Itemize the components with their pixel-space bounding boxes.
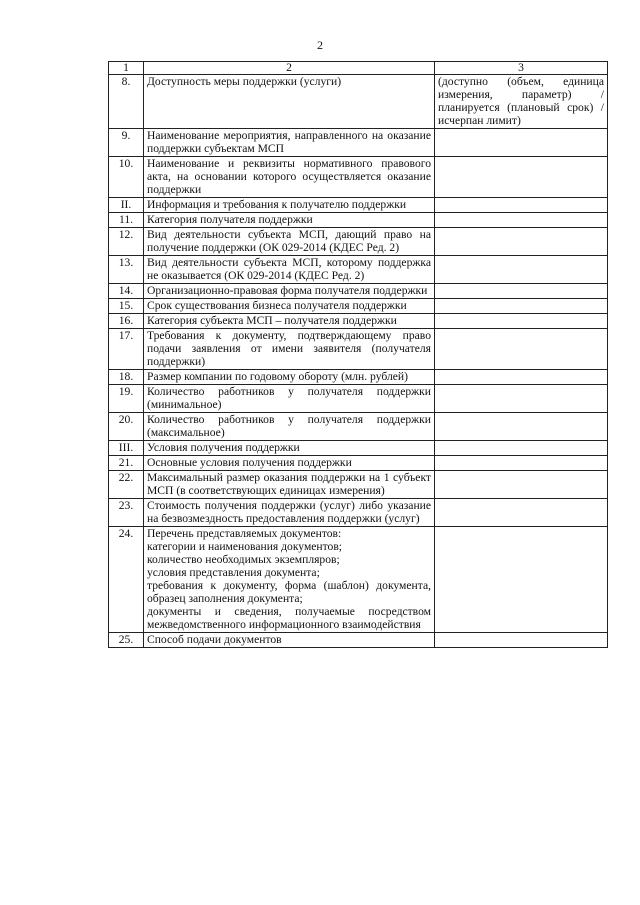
row-number: 21.	[109, 456, 144, 471]
row-label: Количество работников у получателя поддержки (максимальное)	[144, 413, 435, 441]
row-number: 25.	[109, 633, 144, 648]
row-number: 15.	[109, 299, 144, 314]
table-row	[109, 228, 608, 256]
row-number: 12.	[109, 228, 144, 256]
row-value	[435, 370, 608, 385]
row-label: Максимальный размер оказания поддержки на 1 субъект МСП (в соответствующих единицах измерения)	[144, 471, 435, 499]
row-number: 22.	[109, 471, 144, 499]
row-number: 13.	[109, 256, 144, 284]
row-value	[435, 129, 608, 157]
row-value	[435, 198, 608, 213]
row-value	[435, 157, 608, 198]
header-col-2: 2	[144, 62, 435, 75]
table-row	[109, 75, 608, 129]
row-value: (доступно (объем, единица измерения, параметр) / планируется (плановый срок) / исчерпан лимит)	[435, 75, 608, 129]
row-number: 19.	[109, 385, 144, 413]
row-label: Основные условия получения поддержки	[144, 456, 435, 471]
table-row	[109, 633, 608, 648]
row-label: Наименование мероприятия, направленного на оказание поддержки субъектам МСП	[144, 129, 435, 157]
table-row	[109, 314, 608, 329]
row-label: Размер компании по годовому обороту (млн. рублей)	[144, 370, 435, 385]
table-row	[109, 471, 608, 499]
row-label: Условия получения поддержки	[144, 441, 435, 456]
row-label: Наименование и реквизиты нормативного правового акта, на основании которого осуществляется оказание поддержки	[144, 157, 435, 198]
table-header-row	[109, 62, 608, 75]
row-value	[435, 456, 608, 471]
row-value	[435, 441, 608, 456]
table-row	[109, 456, 608, 471]
row-value	[435, 228, 608, 256]
table-row	[109, 413, 608, 441]
table-row	[109, 370, 608, 385]
row-value	[435, 284, 608, 299]
table-row	[109, 329, 608, 370]
row-label: Информация и требования к получателю поддержки	[144, 198, 435, 213]
row-number: III.	[109, 441, 144, 456]
row-number: 11.	[109, 213, 144, 228]
row-value	[435, 299, 608, 314]
table-row	[109, 527, 608, 633]
row-value	[435, 256, 608, 284]
row-value	[435, 471, 608, 499]
row-label: Способ подачи документов	[144, 633, 435, 648]
row-value	[435, 499, 608, 527]
row-number: 16.	[109, 314, 144, 329]
row-number: 14.	[109, 284, 144, 299]
row-label: Перечень представляемых документов: категории и наименования документов; количество необходимых экземпляров; условия представления документа; требования к документу, форма (шаблон) документа, образец заполнения документа; документы и сведения, получаемые посредством межведомственного информационного взаимодействия	[144, 527, 435, 633]
row-number: 17.	[109, 329, 144, 370]
row-value	[435, 329, 608, 370]
row-number: 18.	[109, 370, 144, 385]
row-label: Доступность меры поддержки (услуги)	[144, 75, 435, 129]
table-row	[109, 499, 608, 527]
table-row	[109, 299, 608, 314]
row-label: Организационно-правовая форма получателя поддержки	[144, 284, 435, 299]
row-number: II.	[109, 198, 144, 213]
row-label: Срок существования бизнеса получателя поддержки	[144, 299, 435, 314]
table-row	[109, 129, 608, 157]
row-label: Вид деятельности субъекта МСП, дающий право на получение поддержки (ОК 029-2014 (КДЕС Ред. 2)	[144, 228, 435, 256]
table-row	[109, 441, 608, 456]
row-label: Категория субъекта МСП – получателя поддержки	[144, 314, 435, 329]
row-number: 24.	[109, 527, 144, 633]
row-value	[435, 413, 608, 441]
row-value	[435, 633, 608, 648]
row-value	[435, 314, 608, 329]
row-label: Категория получателя поддержки	[144, 213, 435, 228]
row-label: Требования к документу, подтверждающему право подачи заявления от имени заявителя (получателя поддержки)	[144, 329, 435, 370]
row-number: 23.	[109, 499, 144, 527]
row-label: Количество работников у получателя поддержки (минимальное)	[144, 385, 435, 413]
header-col-1: 1	[109, 62, 144, 75]
row-number: 8.	[109, 75, 144, 129]
table-row	[109, 213, 608, 228]
row-label: Вид деятельности субъекта МСП, которому поддержка не оказывается (ОК 029-2014 (КДЕС Ред. 2)	[144, 256, 435, 284]
row-value	[435, 527, 608, 633]
table-row	[109, 385, 608, 413]
support-measure-table	[108, 61, 608, 648]
table-row	[109, 256, 608, 284]
table-row	[109, 284, 608, 299]
row-number: 20.	[109, 413, 144, 441]
row-value	[435, 213, 608, 228]
table-row	[109, 157, 608, 198]
row-label: Стоимость получения поддержки (услуг) либо указание на безвозмездность предоставления поддержки (услуг)	[144, 499, 435, 527]
row-value	[435, 385, 608, 413]
table-row	[109, 198, 608, 213]
page-number: 2	[317, 38, 323, 52]
header-col-3: 3	[435, 62, 608, 75]
row-number: 9.	[109, 129, 144, 157]
row-number: 10.	[109, 157, 144, 198]
